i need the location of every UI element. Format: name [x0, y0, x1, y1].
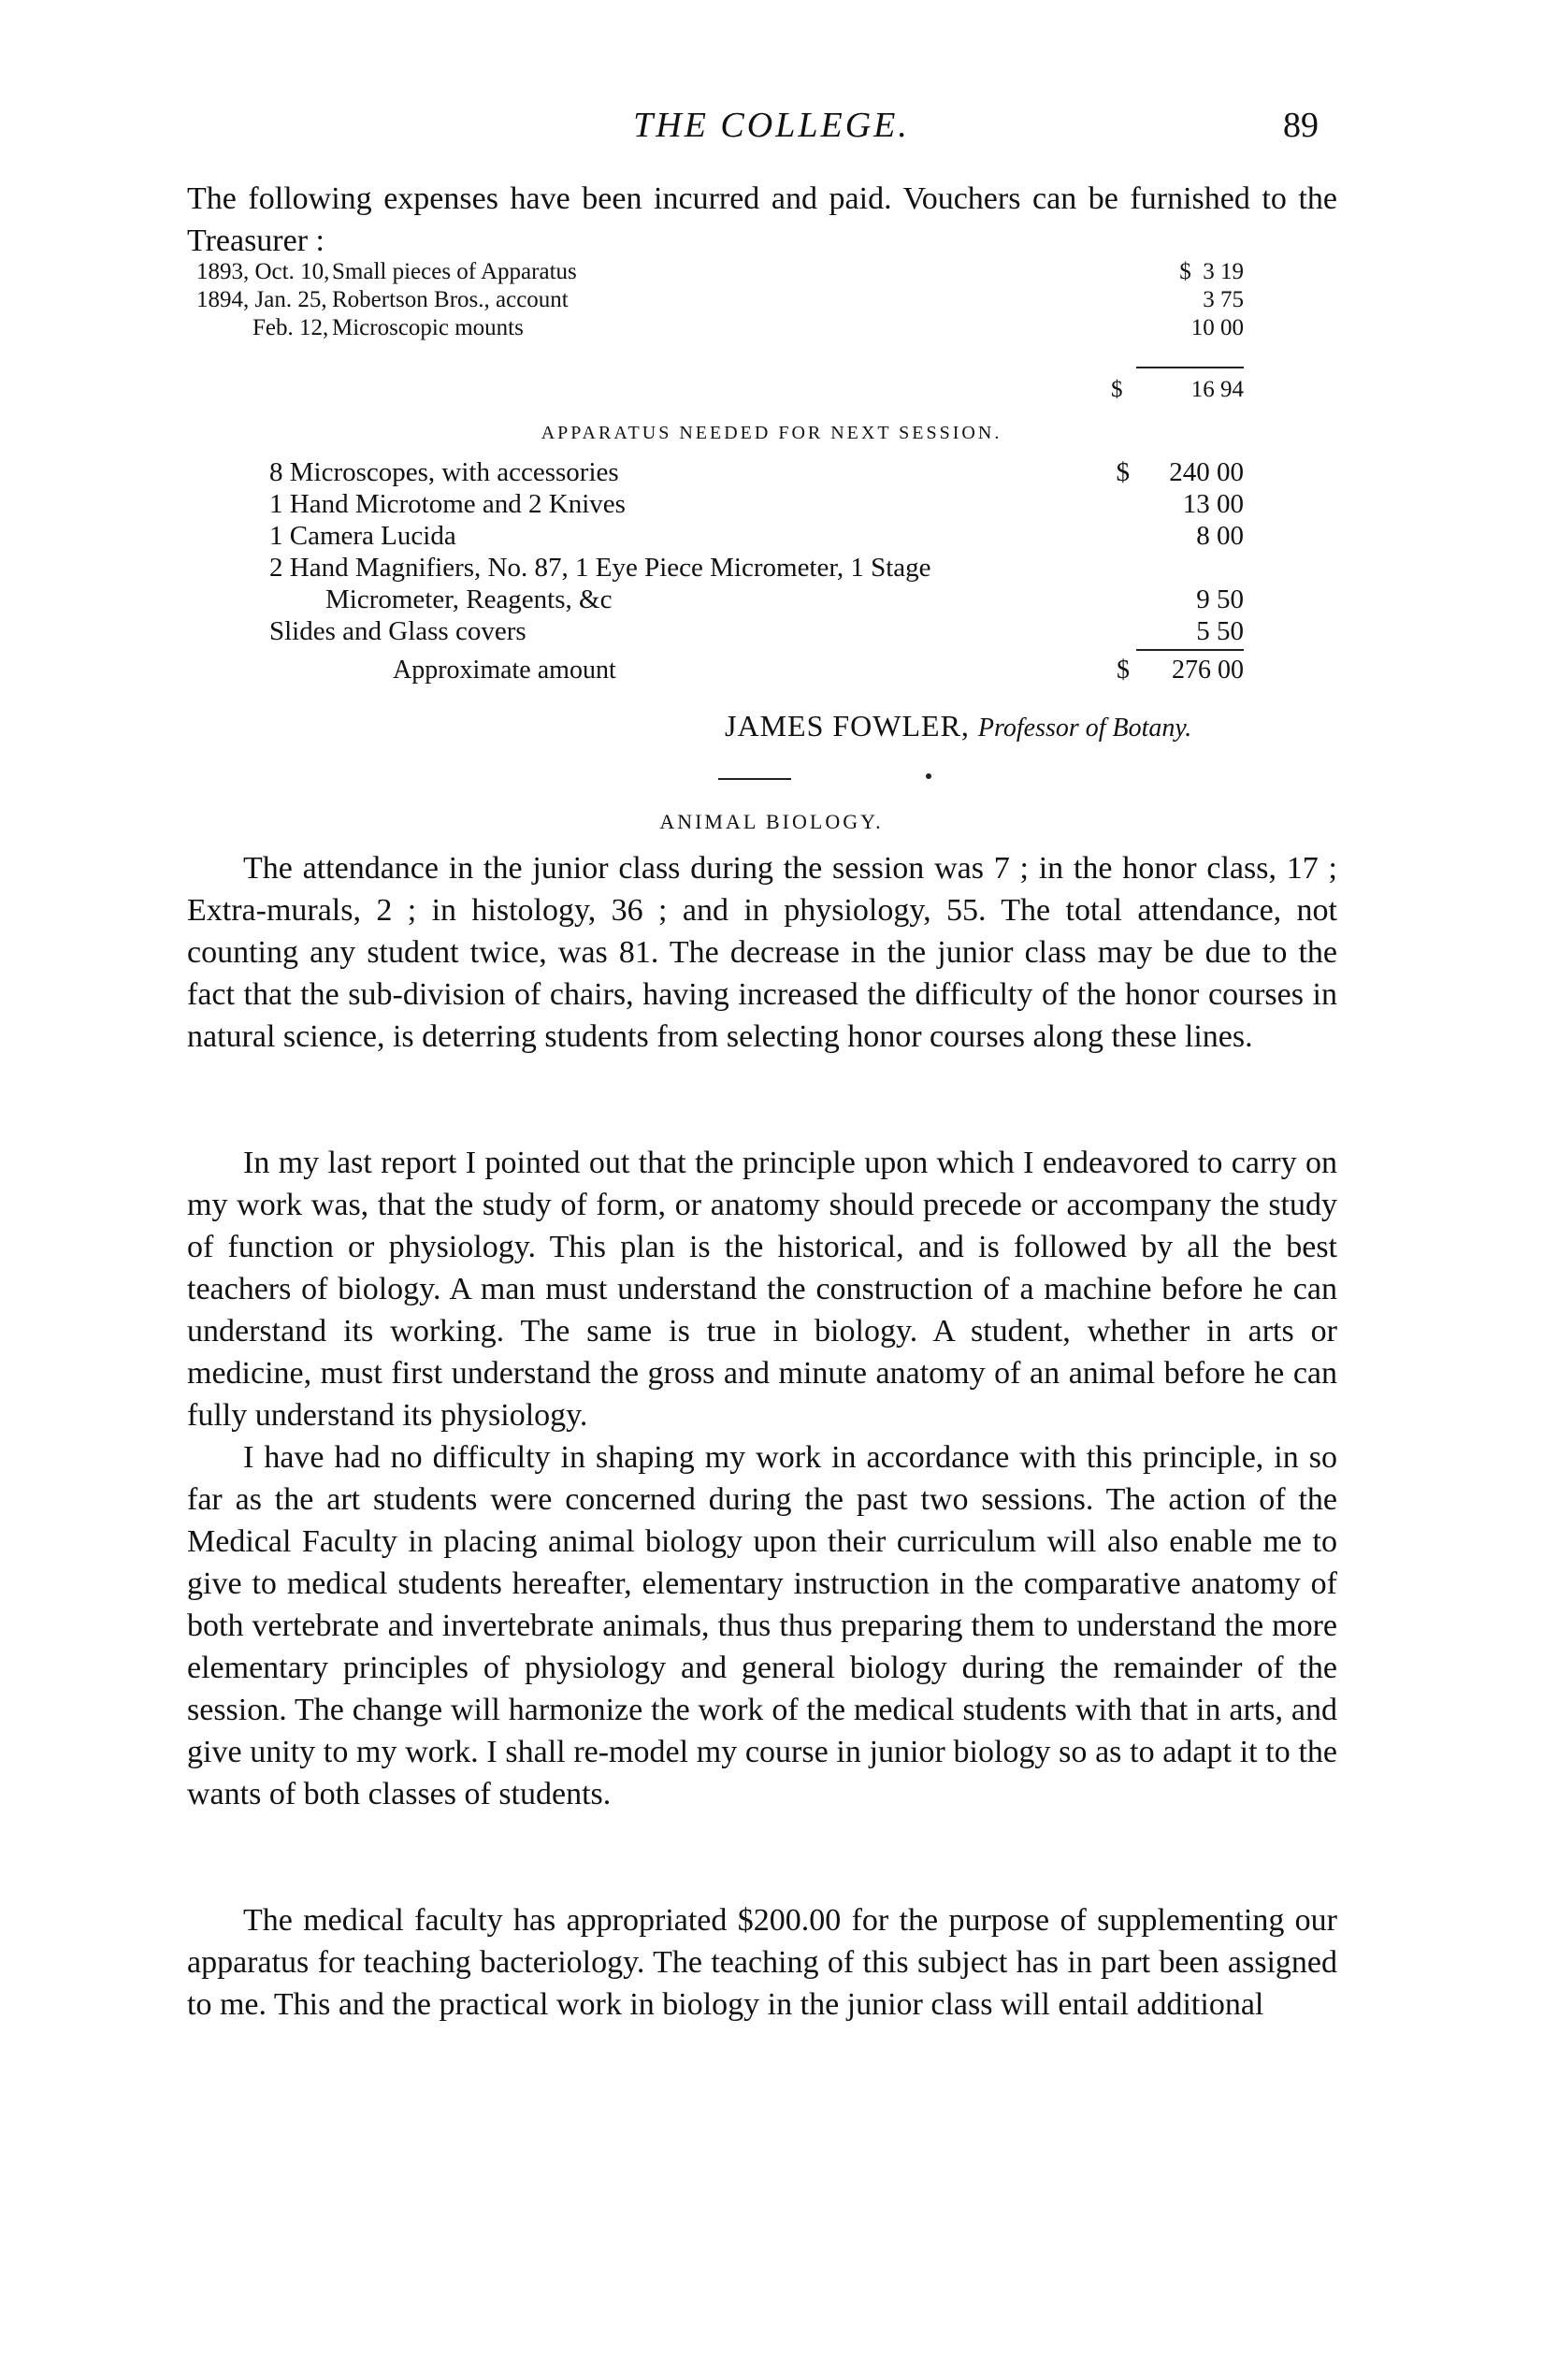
total-rule: [1136, 367, 1244, 368]
apparatus-amount: 9 50: [1196, 584, 1244, 614]
expenses-ledger: [196, 258, 1244, 342]
apparatus-approx-total: [393, 655, 1244, 686]
apparatus-description: 2 Hand Magnifiers, No. 87, 1 Eye Piece Micrometer, 1 Stage: [269, 553, 931, 583]
section-heading: ANIMAL BIOLOGY.: [659, 810, 884, 833]
apparatus-row: [269, 552, 1244, 584]
signature-name: JAMES FOWLER,: [725, 709, 970, 743]
approx-amount: 276 00: [1172, 656, 1244, 685]
apparatus-row: [269, 615, 1244, 647]
apparatus-row: [269, 456, 1244, 488]
ledger-description: Microscopic mounts: [332, 315, 524, 340]
approx-rule: [1136, 649, 1244, 651]
expenses-intro: The following expenses have been incurred and paid. Vouchers can be furnished to the Treasurer :: [187, 181, 1337, 258]
ledger-row: [196, 286, 1244, 314]
approx-currency: $: [1117, 656, 1130, 685]
apparatus-description: Slides and Glass covers: [269, 616, 526, 646]
apparatus-row: [269, 584, 1244, 615]
apparatus-description: 8 Microscopes, with accessories: [269, 457, 619, 487]
apparatus-amount: 8 00: [1196, 521, 1244, 551]
apparatus-amount: 5 50: [1196, 616, 1244, 646]
body-paragraph: The medical faculty has appropriated $200.00 for the purpose of supplementing our apparatus for teaching bacteriology. The teaching of this subject has in part been assigned to me. This and the practical work in biology in the junior class will entail additional: [187, 1903, 1337, 2022]
apparatus-description: 1 Camera Lucida: [269, 521, 456, 551]
expenses-total: [1029, 376, 1244, 404]
apparatus-description: 1 Hand Microtome and 2 Knives: [269, 489, 626, 519]
ledger-date: 1894, Jan. 25,: [196, 287, 327, 312]
apparatus-amount: 240 00: [1169, 457, 1244, 487]
apparatus-amount: 13 00: [1182, 489, 1244, 519]
ledger-amount: 3 75: [1203, 287, 1244, 312]
body-paragraph: I have had no difficulty in shaping my work in accordance with this principle, in so far as the art students were concerned during the past two sessions. The action of the Medical Faculty in placing animal biology upon their curriculum will also enable me to give to medical students hereafter, elementary instruction in the comparative anatomy of both vertebrate and invertebrate animals, thus thus preparing them to understand the more elementary principles of physiology and general biology during the remainder of the session. The change will harmonize the work of the medical students with that in arts, and give unity to my work. I shall re-model my course in junior biology so as to adapt it to the wants of both classes of students.: [187, 1440, 1337, 1811]
signature: [725, 709, 1191, 743]
apparatus-currency: $: [1116, 457, 1130, 487]
ledger-row: [196, 314, 1244, 342]
page-number: 89: [1283, 106, 1319, 145]
apparatus-description: Micrometer, Reagents, &c: [325, 584, 613, 614]
ledger-date: 1893, Oct. 10,: [196, 259, 330, 284]
ledger-description: Small pieces of Apparatus: [332, 259, 577, 284]
apparatus-heading: APPARATUS NEEDED FOR NEXT SESSION.: [541, 423, 1002, 443]
total-currency: $: [1111, 377, 1123, 402]
ledger-amount: $ 3 19: [1179, 259, 1244, 284]
apparatus-row: [269, 520, 1244, 552]
ledger-amount: 10 00: [1190, 315, 1244, 340]
body-paragraph: The attendance in the junior class during the session was 7 ; in the honor class, 17 ; Extra-murals, 2 ; in histology, 36 ; and in physiology, 55. The total attendance, not counting any student twice, was 81. The decrease in the junior class may be due to the fact that the sub-division of chairs, having increased the difficulty of the honor courses in natural science, is deterring students from selecting honor courses along these lines.: [187, 851, 1337, 1054]
running-header: THE COLLEGE.: [633, 106, 910, 145]
ledger-row: [196, 258, 1244, 286]
ledger-description: Robertson Bros., account: [332, 287, 569, 312]
divider-dot: [926, 773, 931, 779]
apparatus-list: [269, 456, 1244, 647]
ledger-date: Feb. 12,: [252, 315, 329, 340]
total-amount: 16 94: [1190, 377, 1244, 402]
body-paragraph: In my last report I pointed out that the principle upon which I endeavored to carry on my work was, that the study of form, or anatomy should precede or accompany the study of function or physiology. This plan is the historical, and is followed by all the best teachers of biology. A man must understand the construction of a machine before he can understand its working. The same is true in biology. A student, whether in arts or medicine, must first understand the gross and minute anatomy of an animal before he can fully understand its physiology.: [187, 1146, 1337, 1433]
approx-label: Approximate amount: [393, 656, 616, 685]
signature-title: Professor of Botany.: [977, 714, 1192, 743]
section-divider: [718, 778, 791, 780]
apparatus-row: [269, 488, 1244, 520]
